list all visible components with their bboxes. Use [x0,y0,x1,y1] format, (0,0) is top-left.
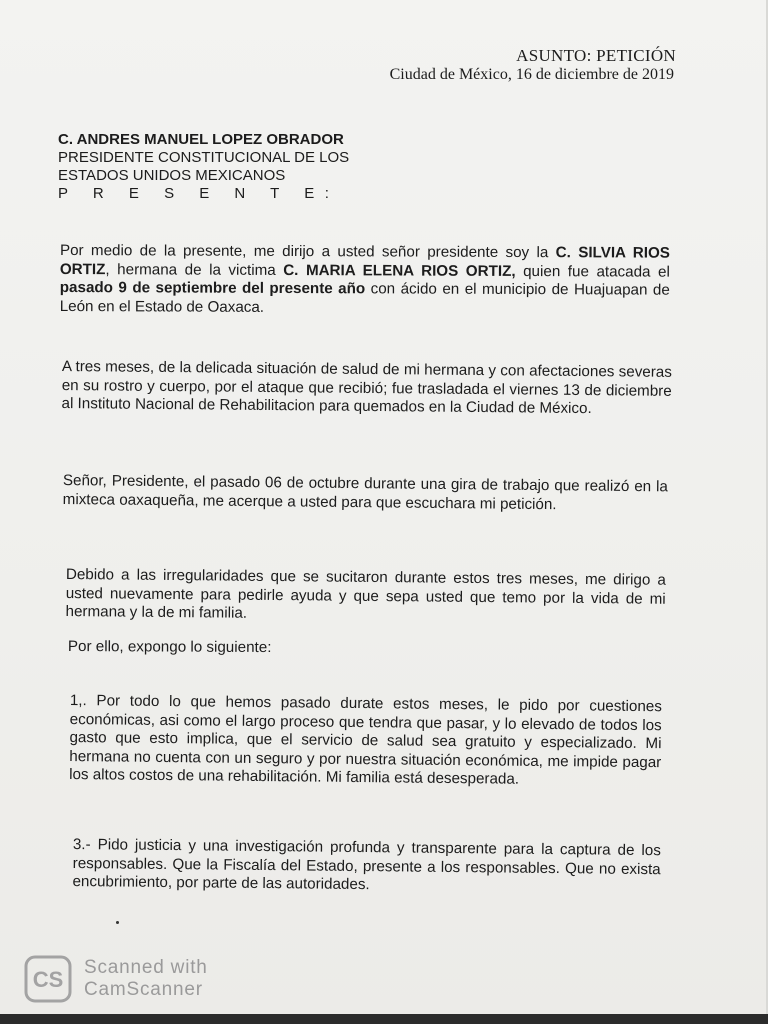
ink-speck [116,921,119,924]
attack-date: pasado 9 de septiembre del presente año [59,278,366,298]
paragraph-introduction [60,242,670,319]
dateline: Ciudad de México, 16 de diciembre de 2019 [389,66,674,83]
paragraph-previous-meeting: Señor, Presidente, el pasado 06 de octubre durante una gira de trabajo que realizó en la mixteca oaxaqueña, me acerque a usted para que escuchara mi petición. [62,472,668,513]
addressee-block [58,131,349,203]
addressee-title-line-1: PRESIDENTE CONSTITUCIONAL DE LOS [58,149,350,166]
p1-text-2: , hermana de la victima [105,260,284,279]
paragraph-point-1: 1,. Por todo lo que hemos pasado durate estos meses, le pido por cuestiones económicas, asi como el largo proceso que tendra que pasar, y lo elevado de todos los gasto que esto implica, que el servicio de salud sea gratuito y especializado. Mi hermana no cuenta con un seguro y por nuestra situación económica, me impide pagar los altos costos de una rehabilitación. Mi familia está desesperada. [69,692,662,788]
subject-line: ASUNTO: PETICIÓN [516,46,676,65]
presente-line: P R E S E N T E: [58,185,340,202]
p1-text-3: quien fue atacada el [515,262,670,281]
victim-name: C. MARIA ELENA RIOS ORTIZ, [283,261,516,280]
sender-name: C. SILVIA RIOS ORTIZ [59,244,670,278]
p1-text-1: Por medio de la presente, me dirijo a usted señor presidente soy la [59,242,556,262]
addressee-title-line-2: ESTADOS UNIDOS MEXICANOS [58,167,286,184]
camscanner-logo-icon [24,955,72,1003]
watermark-line-2: CamScanner [84,979,203,1000]
camscanner-logo-text: CS [32,967,64,992]
page-bottom-edge [0,1014,768,1024]
watermark-line-1: Scanned with [84,957,208,978]
camscanner-watermark [24,955,208,1003]
addressee-name: C. ANDRES MANUEL LOPEZ OBRADOR [58,131,344,148]
paragraph-health-situation: A tres meses, de la delicada situación de salud de mi hermana y con afectaciones severas en su rostro y cuerpo, por el ataque que recibió; fue trasladada el viernes 13 de diciembre al Instituto Nacional de Rehabilitacion para quemados en la Ciudad de México. [61,358,672,418]
paragraph-point-3: 3.- Pido justicia y una investigación profunda y transparente para la captura de los responsables. Que la Fiscalía del Estado, presente a los responsables. Que no exista encubrimiento, por parte de las autoridades. [72,836,661,894]
p1-text-4: con ácido en el municipio de Huajuapan de León en el Estado de Oaxaca. [59,280,670,316]
watermark-text [84,957,208,1001]
paragraph-irregularities: Debido a las irregularidades que se sucitaron durante estos tres meses, me dirigo a usted nuevamente para pedirle ayuda y que sepa usted que temo por la vida de mi hermana y la de mi familia. [65,566,666,622]
paragraph-exposition-intro: Por ello, expongo lo siguiente: [67,638,272,657]
